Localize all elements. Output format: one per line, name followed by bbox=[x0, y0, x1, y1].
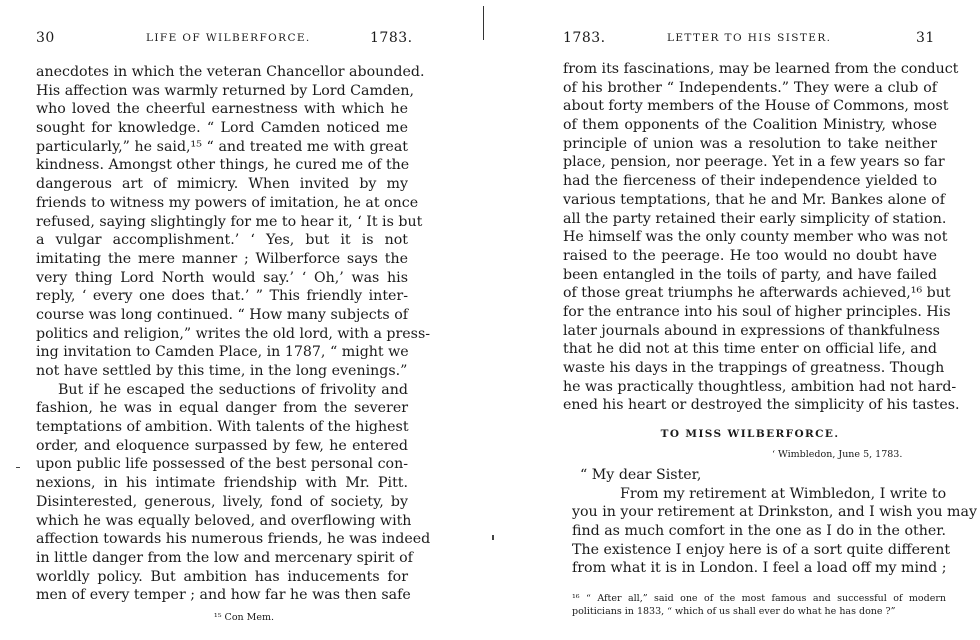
letter-line: find as much comfort in the one as I do in the other. bbox=[572, 523, 946, 540]
text-line: refused, saying slightingly for me to hear it, ‘ It is but bbox=[36, 213, 423, 230]
left-header-year: 1783. bbox=[370, 30, 413, 46]
text-line: He himself was the only county member who was not bbox=[563, 229, 948, 246]
text-line: particularly,” he said,¹⁵ “ and treated me with great bbox=[36, 138, 408, 155]
text-line: that he did not at this time enter on official life, and bbox=[563, 341, 937, 358]
left-page bbox=[0, 0, 488, 640]
text-line: which he was equally beloved, and overflowing with bbox=[36, 512, 412, 529]
text-line: place, pension, nor peerage. Yet in a few years so far bbox=[563, 154, 945, 171]
text-line: he was practically thoughtless, ambition had not hard- bbox=[563, 378, 957, 395]
letter-heading: TO MISS WILBERFORCE. bbox=[660, 428, 840, 440]
margin-mark bbox=[492, 535, 494, 540]
text-line: Disinterested, generous, lively, fond of society, by bbox=[36, 493, 408, 510]
text-line: of his brother “ Independents.” They were a club of bbox=[563, 79, 937, 96]
text-line: waste his days in the trappings of greatness. Though bbox=[563, 360, 945, 376]
text-line: very thing Lord North would say.’ ‘ Oh,’ was his bbox=[36, 269, 408, 286]
right-running-title: LETTER TO HIS SISTER. bbox=[667, 32, 832, 44]
text-line: about forty members of the House of Commons, most bbox=[563, 98, 949, 115]
text-line: men of every temper ; and how far he was then safe bbox=[36, 587, 411, 604]
text-line: fashion, he was in equal danger from the severer bbox=[36, 400, 408, 417]
text-line: of those great triumphs he afterwards achieved,¹⁶ but bbox=[563, 285, 951, 302]
right-header-year: 1783. bbox=[563, 30, 606, 46]
text-line: all the party retained their early simplicity of station. bbox=[563, 210, 947, 227]
right-body-text bbox=[563, 60, 960, 415]
text-line: various temptations, that he and Mr. Bankes alone of bbox=[563, 191, 945, 208]
text-line: a vulgar accomplishment.’ ‘ Yes, but it is not bbox=[36, 232, 408, 249]
text-line: kindness. Amongst other things, he cured me of the bbox=[36, 157, 410, 174]
text-line: imitating the mere manner ; Wilberforce says the bbox=[36, 250, 408, 267]
letter-dateline: ‘ Wimbledon, June 5, 1783. bbox=[772, 449, 903, 460]
gutter-rule bbox=[483, 6, 484, 40]
letter-salutation: “ My dear Sister, bbox=[580, 467, 702, 483]
text-line: course was long continued. “ How many subjects of bbox=[36, 306, 408, 323]
left-page-number: 30 bbox=[36, 30, 55, 46]
footnote-line: politicians in 1833, “ which of us shall ever do what he has done ?” bbox=[572, 605, 896, 617]
text-line: had the fierceness of their independence yielded to bbox=[563, 173, 937, 190]
text-line: upon public life possessed of the best personal con- bbox=[36, 456, 408, 473]
text-line: politics and religion,” writes the old lord, with a press- bbox=[36, 325, 431, 342]
text-line: ened his heart or destroyed the simplicity of his tastes. bbox=[563, 397, 960, 414]
text-line: who loved the cheerful earnestness with which he bbox=[36, 101, 408, 118]
text-line: temptations of ambition. With talents of the highest bbox=[36, 419, 409, 436]
letter-line: you in your retirement at Drinkston, and I wish you may bbox=[572, 504, 977, 521]
letter-body bbox=[572, 466, 977, 578]
text-line: nexions, in his intimate friendship with Mr. Pitt. bbox=[36, 475, 408, 492]
text-line: from its fascinations, may be learned from the conduct bbox=[563, 61, 959, 77]
text-line: order, and eloquence surpassed by few, he entered bbox=[36, 437, 408, 454]
right-page-number: 31 bbox=[916, 30, 935, 46]
text-line: His affection was warmly returned by Lord Camden, bbox=[36, 82, 415, 99]
text-line: not have settled by this time, in the long evenings.” bbox=[36, 363, 408, 379]
left-running-title: LIFE OF WILBERFORCE. bbox=[146, 32, 311, 44]
letter-line: From my retirement at Wimbledon, I write to bbox=[620, 485, 947, 502]
text-line: been entangled in the toils of party, and have failed bbox=[563, 266, 937, 283]
margin-mark bbox=[16, 467, 20, 468]
text-line: in little danger from the low and mercenary spirit of bbox=[36, 549, 413, 566]
text-line: worldly policy. But ambition has inducements for bbox=[36, 568, 408, 585]
left-body-text bbox=[36, 63, 431, 605]
text-line: principle of union was a resolution to take neither bbox=[563, 135, 937, 152]
left-footnote: ¹⁵ Con Mem. bbox=[213, 612, 275, 623]
text-line: reply, ‘ every one does that.’ ” This friendly inter- bbox=[36, 288, 408, 305]
text-line: friends to witness my powers of imitation, he at once bbox=[36, 194, 419, 211]
letter-line: The existence I enjoy here is of a sort quite different bbox=[572, 541, 951, 558]
text-line: anecdotes in which the veteran Chancellor abounded. bbox=[36, 64, 425, 80]
letter-line: from what it is in London. I feel a load off my mind ; bbox=[572, 560, 947, 577]
text-line: of them opponents of the Coalition Ministry, whose bbox=[563, 117, 937, 134]
right-footnote bbox=[572, 593, 946, 618]
text-line: dangerous art of mimicry. When invited by my bbox=[36, 176, 408, 193]
text-line: But if he escaped the seductions of frivolity and bbox=[58, 381, 408, 398]
text-line: for the entrance into his soul of higher principles. His bbox=[563, 303, 951, 320]
text-line: affection towards his numerous friends, he was indeed bbox=[36, 531, 431, 548]
footnote-line: ¹⁶ “ After all,” said one of the most famous and successful of modern bbox=[572, 593, 946, 604]
text-line: ing invitation to Camden Place, in 1787, “ might we bbox=[36, 344, 409, 361]
text-line: sought for knowledge. “ Lord Camden noticed me bbox=[36, 120, 408, 137]
text-line: raised to the peerage. He too would no doubt have bbox=[563, 247, 937, 264]
right-page bbox=[492, 0, 980, 640]
text-line: later journals abound in expressions of thankfulness bbox=[563, 322, 940, 339]
